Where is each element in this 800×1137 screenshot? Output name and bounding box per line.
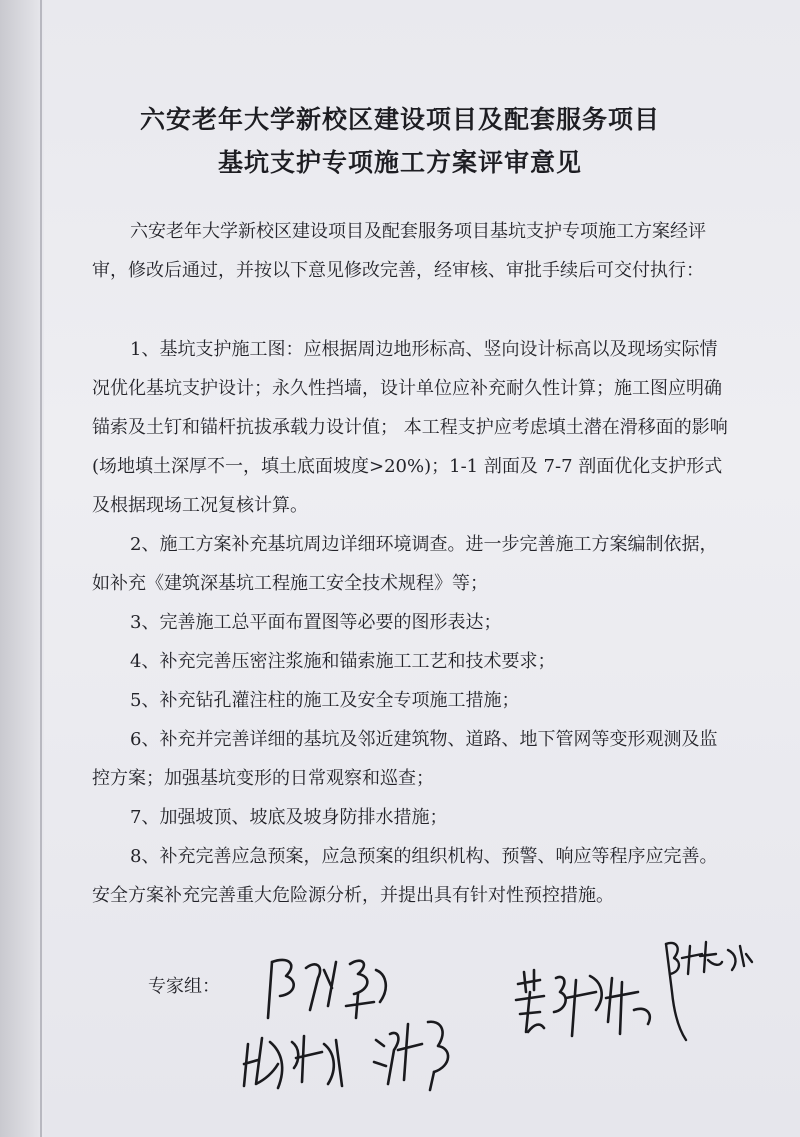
- intro-text: 六安老年大学新校区建设项目及配套服务项目基坑支护专项施工方案经评审，修改后通过，并按以下意见修改完善，经审核、审批手续后可交付执行：: [92, 221, 706, 281]
- review-item-6: 6、补充并完善详细的基坑及邻近建筑物、道路、地下管网等变形观测及监控方案；加强基坑变形的日常观察和巡查；: [92, 729, 718, 789]
- review-item-5: 5、补充钻孔灌注柱的施工及安全专项施工措施；: [130, 690, 520, 711]
- review-item-2: 2、施工方案补充基坑周边详细环境调查。进一步完善施工方案编制依据，如补充《建筑深基坑工程施工安全技术规程》等；: [92, 534, 718, 594]
- expert-group-label: 专家组：: [148, 976, 220, 997]
- intro-paragraph: [92, 212, 732, 290]
- signature-3: [368, 1010, 468, 1095]
- review-item-7: 7、加强坡顶、坡底及坡身防排水措施；: [130, 807, 448, 828]
- signature-4: [510, 962, 670, 1047]
- review-item-8: 8、补充完善应急预案，应急预案的组织机构、预警、响应等程序应完善。安全方案补充完善重大危险源分析，并提出具有针对性预控措施。: [92, 846, 718, 906]
- review-item-1: 1、基坑支护施工图：应根据周边地形标高、竖向设计标高以及现场实际情况优化基坑支护设计；永久性挡墙，设计单位应补充耐久性计算；施工图应明确锚索及土钉和锚杆抗拔承载力设计值； 本工程支护应考虑填土潜在滑移面的影响(场地填土深厚不一，填土底面坡度>20%)；1-1 剖面及 7-7 剖面优化支护形式及根据现场工况复核计算。: [92, 339, 728, 516]
- signature-2: [238, 1024, 358, 1099]
- review-item-3: 3、完善施工总平面布置图等必要的图形表达；: [130, 612, 502, 633]
- document-title-line1: 六安老年大学新校区建设项目及配套服务项目: [139, 105, 660, 134]
- signature-5: [650, 932, 760, 1052]
- review-item-4: 4、补充完善压密注浆施和锚索施工工艺和技术要求；: [130, 651, 556, 672]
- document-title-line2: 基坑支护专项施工方案评审意见: [217, 148, 582, 177]
- review-items-list: [92, 330, 732, 915]
